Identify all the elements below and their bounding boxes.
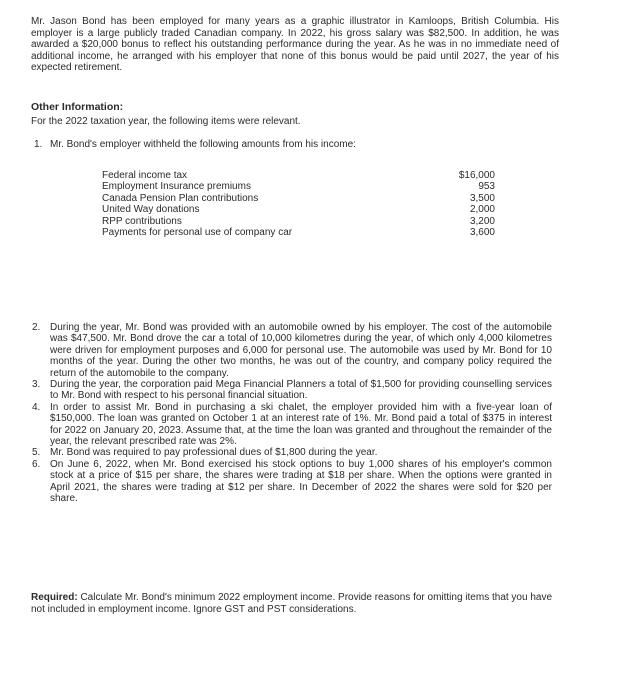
withholding-row bbox=[102, 227, 495, 238]
withholding-row bbox=[102, 193, 495, 204]
withholding-label: Canada Pension Plan contributions bbox=[102, 192, 259, 204]
item-number: 2. bbox=[32, 322, 41, 333]
withholding-label: Federal income tax bbox=[102, 170, 188, 181]
withholding-row bbox=[102, 181, 495, 192]
withholding-label: RPP contributions bbox=[102, 215, 182, 227]
withholding-row bbox=[102, 170, 495, 181]
other-information-heading: Other Information: bbox=[31, 101, 124, 113]
required-label: Required: bbox=[31, 592, 78, 603]
item-text: During the year, Mr. Bond was provided with an automobile owned by his employer. The cost of the automobile was $47,500. Mr. Bond drove the car a total of 10,000 kilometres during the year, of which only 4,000 kilometres were driven for employment purposes and 6,000 for personal use. The automobile was used by Mr. Bond for 10 months of the year. During the other two months, he was out of the country, and company policy required the return of the automobile to the company. bbox=[50, 322, 552, 379]
item-number: 1. bbox=[34, 139, 43, 150]
withholding-row bbox=[102, 216, 495, 227]
list-item bbox=[32, 402, 552, 448]
item-text: During the year, the corporation paid Mega Financial Planners a total of $1,500 for providing counselling services to Mr. Bond with respect to his personal financial situation. bbox=[50, 379, 552, 402]
item-number: 3. bbox=[32, 379, 41, 391]
withholding-amount: 3,600 bbox=[469, 227, 495, 239]
withholding-amount: 3,500 bbox=[469, 192, 495, 204]
item-text: On June 6, 2022, when Mr. Bond exercised his stock options to buy 1,000 shares of his employer's common stock at a price of $15 per share, the shares were trading at $18 per share. When the options were granted in April 2021, the shares were trading at $12 per share. In December of 2022 the shares were sold for $20 per share. bbox=[50, 458, 552, 505]
withholding-amount: 953 bbox=[478, 181, 495, 193]
list-item bbox=[32, 459, 552, 505]
item-text: Mr. Bond's employer withheld the following amounts from his income: bbox=[50, 139, 356, 150]
required-text: Calculate Mr. Bond's minimum 2022 employment income. Provide reasons for omitting items that you have not included in employment income. Ignore GST and PST considerations. bbox=[31, 592, 553, 615]
withholding-label: Payments for personal use of company car bbox=[102, 227, 293, 239]
item-number: 5. bbox=[32, 447, 41, 459]
item-number: 6. bbox=[32, 458, 41, 470]
withholdings-table bbox=[102, 170, 495, 238]
information-list bbox=[32, 322, 552, 505]
list-item bbox=[32, 447, 552, 458]
other-information-intro: For the 2022 taxation year, the following items were relevant. bbox=[31, 116, 301, 127]
item-text: Mr. Bond was required to pay professional dues of $1,800 during the year. bbox=[50, 447, 378, 459]
item-number: 4. bbox=[32, 401, 41, 413]
withholding-amount: $16,000 bbox=[458, 170, 495, 181]
withholding-row bbox=[102, 204, 495, 215]
intro-paragraph: Mr. Jason Bond has been employed for many years as a graphic illustrator in Kamloops, British Columbia. His employer is a large publicly traded Canadian company. In 2022, his gross salary was $82,500. In addition, he was awarded a $20,000 bonus to reflect his outstanding performance during the year. As he was in no immediate need of additional income, he arranged with his employer that none of this bonus would be paid until 2027, the year of his expected retirement. bbox=[31, 16, 559, 74]
withholding-amount: 2,000 bbox=[469, 204, 495, 216]
list-item bbox=[32, 322, 552, 379]
withholding-label: United Way donations bbox=[102, 204, 200, 216]
withholding-amount: 3,200 bbox=[469, 215, 495, 227]
list-item bbox=[32, 379, 552, 402]
required-section bbox=[31, 592, 561, 615]
item-text: In order to assist Mr. Bond in purchasing a ski chalet, the employer provided him with a five-year loan of $150,000. The loan was granted on October 1 at an interest rate of 1%. Mr. Bond paid a total of $375 in interest for 2022 on January 20, 2023. Assume that, at the time the loan was granted and throughout the remainder of the year, the relevant prescribed rate was 2%. bbox=[50, 401, 552, 448]
withholding-label: Employment Insurance premiums bbox=[102, 181, 251, 193]
